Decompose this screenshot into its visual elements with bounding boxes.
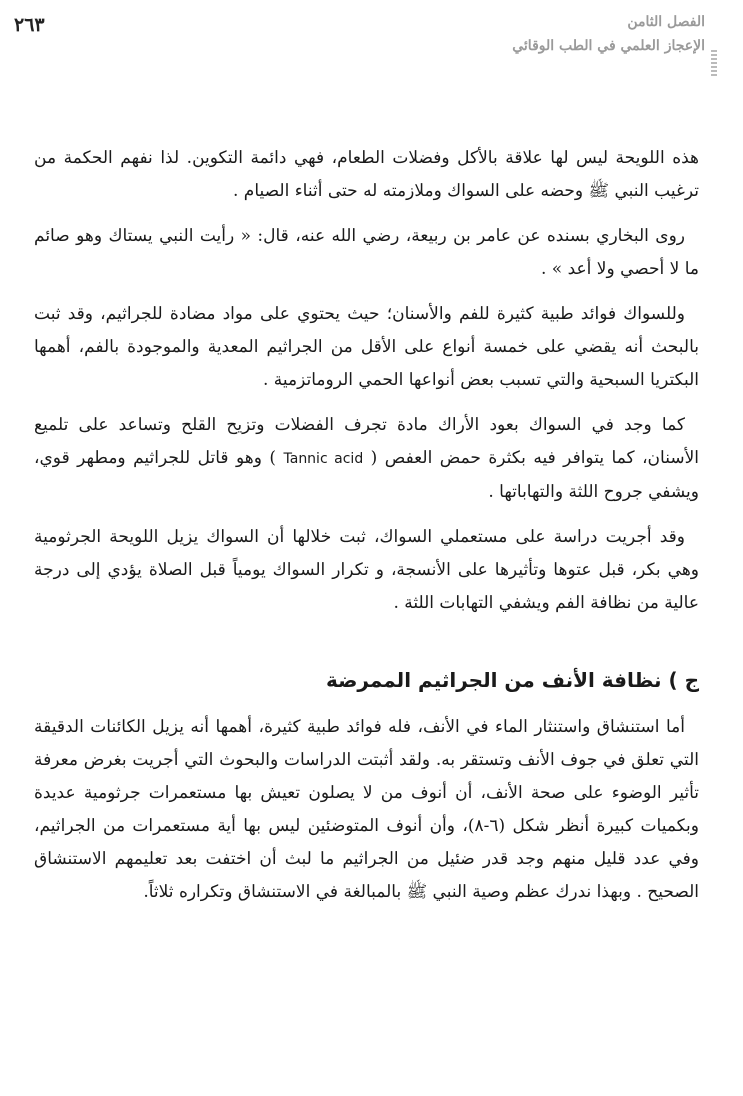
page-content — [34, 142, 699, 921]
header-ornament — [711, 50, 717, 76]
section-heading: ج ) نظافة الأنف من الجراثيم الممرضة — [325, 668, 699, 692]
tannic-acid-term: Tannic acid — [283, 451, 364, 467]
paragraph-4 — [34, 409, 699, 509]
paragraph-6: أما استنشاق واستنثار الماء في الأنف، فله فوائد طبية كثيرة، أهمها أنه يزيل الكائنات الدقيقة التي تعلق في جوف الأنف وتستقر به. ولقد أثبتت الدراسات والبحوث التي أجريت بغرض معرفة تأثير الوضوء على صحة الأنف، أن أنوف من لا يصلون تعيش بها مستعمرات جرثومية عديدة وبكميات كبيرة أنظر شكل (٦-٨)، وأن أنوف المتوضئين ليس بها أية مستعمرات من الجراثيم، وفي عدد قليل منهم وجد قدر ضئيل من الجراثيم ما لبث أن اختفت بعد تعليمهم الاستنشاق الصحيح . وبهذا ندرك عظم وصية النبي ﷺ بالمبالغة في الاستنشاق وتكراره ثلاثاً. — [34, 717, 699, 902]
paragraph-1: هذه اللويحة ليس لها علاقة بالأكل وفضلات الطعام، فهي دائمة التكوين. لذا نفهم الحكمة من ترغيب النبي ﷺ وحضه على السواك وملازمته له حتى أثناء الصيام . — [34, 148, 699, 201]
paragraph-5: وقد أجريت دراسة على مستعملي السواك، ثبت خلالها أن السواك يزيل اللويحة الجرثومية وهي بكر، قبل عتوها وتأثيرها على الأنسجة، و تكرار السواك يومياً قبل الصلاة يؤدي إلى درجة عالية من نظافة الفم ويشفي التهابات اللثة . — [34, 527, 699, 613]
paragraph-3: وللسواك فوائد طبية كثيرة للفم والأسنان؛ حيث يحتوي على مواد مضادة للجراثيم، وقد ثبت بالبحث أنه يقضي على خمسة أنواع على الأقل من الجراثيم المعدية والموجودة بالفم، أهمها البكتريا السبحية والتي تسبب بعض أنواعها الحمي الروماتزمية . — [34, 304, 699, 390]
paragraph-2: روى البخاري بسنده عن عامر بن ربيعة، رضي الله عنه، قال: « رأيت النبي يستاك وهو صائم ما لا أحصي ولا أعد » . — [34, 226, 699, 279]
paragraph-4-before: كما وجد في السواك بعود الأراك مادة تجرف الفضلات وتزيح القلح وتساعد على تلميع الأسنان، كما يتوافر فيه بكثرة حمض العفص ( — [34, 415, 700, 468]
paragraph-4-after: ) وهو قاتل للجراثيم ومطهر قوي، ويشفي جروح اللثة والتهاباتها . — [34, 448, 699, 502]
page-number: ٢٦٣ — [14, 14, 45, 36]
chapter-subtitle: الإعجاز العلمي في الطب الوقائي — [512, 38, 705, 54]
chapter-title: الفصل الثامن — [627, 14, 705, 30]
running-header — [512, 10, 705, 58]
